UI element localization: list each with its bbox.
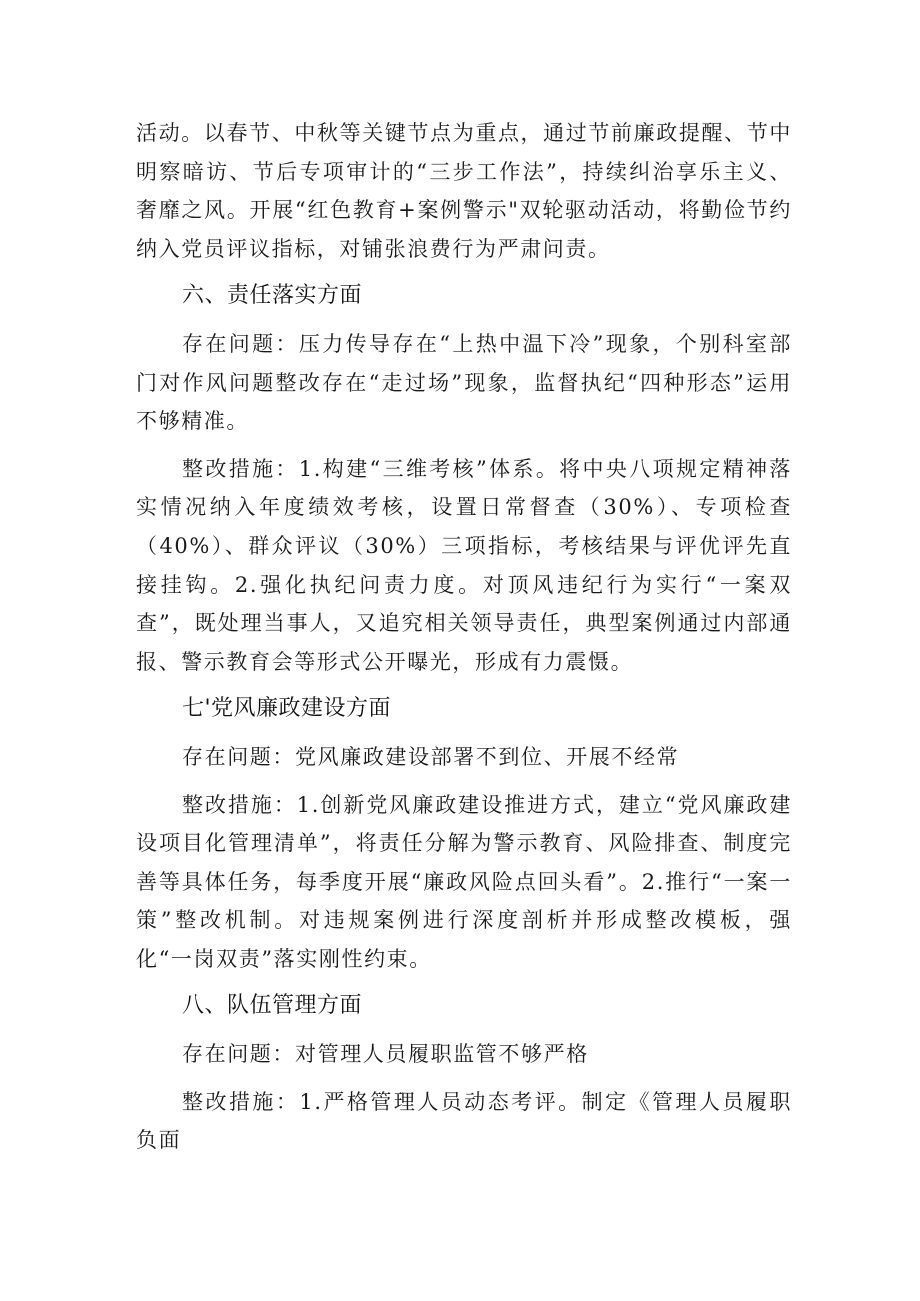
section-heading-integrity: 七'党风廉政建设方面: [182, 696, 392, 722]
section-measures-team: 整改措施：1.严格管理人员动态考评。制定《管理人员履职负面: [136, 1089, 792, 1153]
section-measures-responsibility: 整改措施：1.构建“三维考核”体系。将中央八项规定精神落实情况纳入年度绩效考核，设置日常督查（30%）、专项检查（40%）、群众评议（30%）三项指标，考核结果与评优评先直接挂钩。2.强化执纪问责力度。对顶风违纪行为实行“一案双查”，既处理当事人，又追究相关领导责任，典型案例通过内部通报、警示教育会等形式公开曝光，形成有力震慑。: [136, 456, 792, 674]
section-problem-integrity: 存在问题：党风廉政建设部署不到位、开展不经常: [182, 744, 680, 769]
document-page: [136, 114, 792, 1160]
section-heading-team: 八、队伍管理方面: [182, 993, 363, 1019]
intro-paragraph: 活动。以春节、中秋等关键节点为重点，通过节前廉政提醒、节中明察暗访、节后专项审计的“三步工作法”，持续纠治享乐主义、奢靡之风。开展“红色教育+案例警示"双轮驱动活动，将勤俭节约纳入党员评议指标，对铺张浪费行为严肃问责。: [136, 121, 792, 261]
section-problem-team: 存在问题：对管理人员履职监管不够严格: [182, 1042, 589, 1067]
section-heading-responsibility: 六、责任落实方面: [182, 283, 363, 309]
section-measures-integrity: 整改措施：1.创新党风廉政建设推进方式，建立“党风廉政建设项目化管理清单”，将责任分解为警示教育、风险排查、制度完善等具体任务，每季度开展“廉政风险点回头看”。2.推行“一案一策”整改机制。对违规案例进行深度剖析并形成整改模板，强化“一岗双责”落实刚性约束。: [136, 792, 792, 971]
section-problem-responsibility: 存在问题：压力传导存在“上热中温下冷”现象，个别科室部门对作风问题整改存在“走过场”现象，监督执纪“四种形态”运用不够精准。: [136, 331, 792, 434]
